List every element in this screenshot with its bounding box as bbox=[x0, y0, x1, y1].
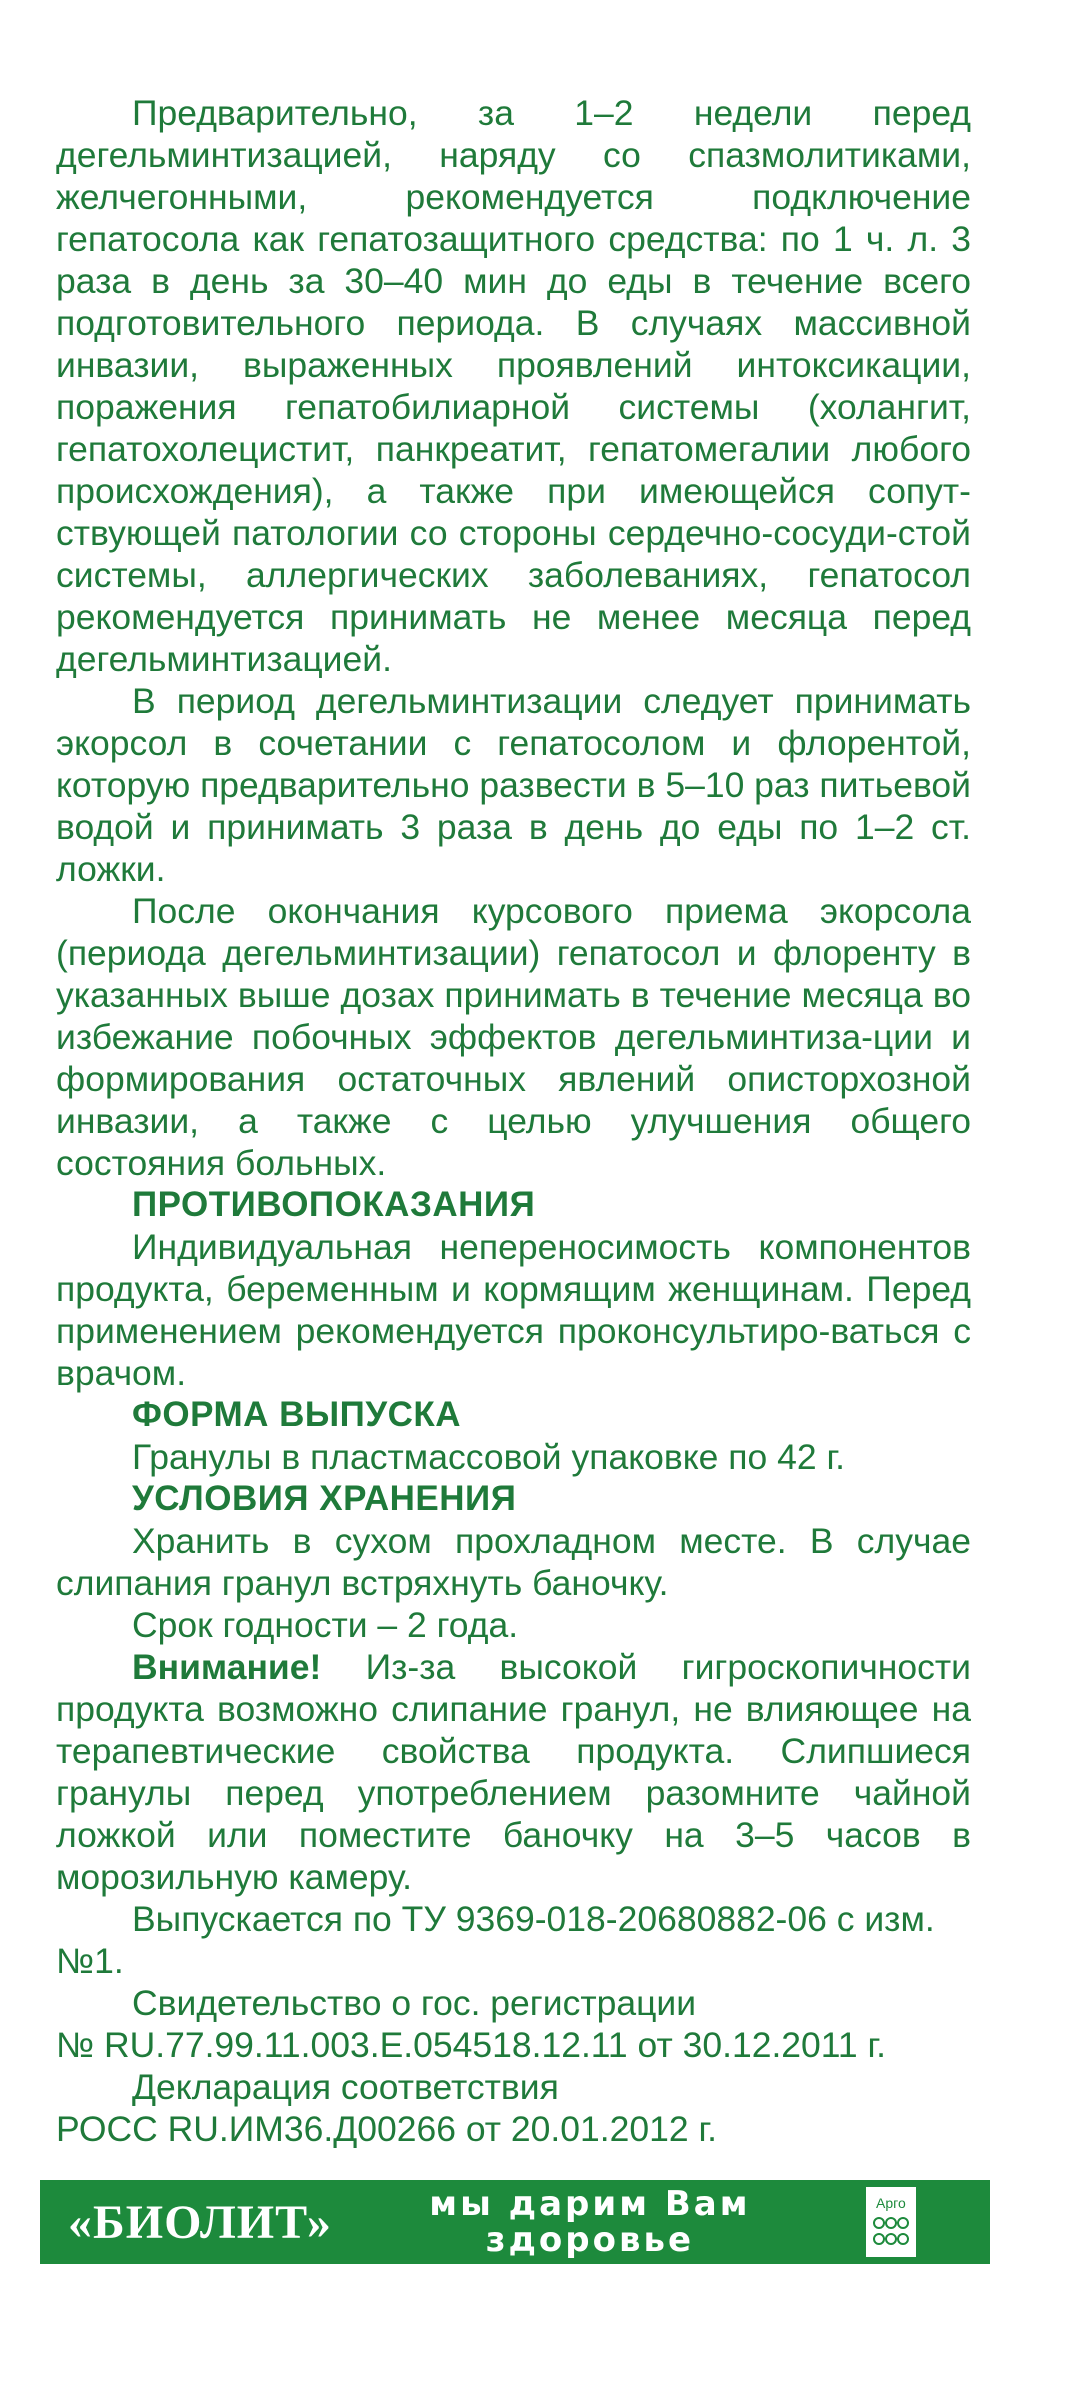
shelf-life-text: Срок годности – 2 года. bbox=[132, 1605, 519, 1645]
argo-wave-icon bbox=[872, 2215, 910, 2249]
release-form-text: Гранулы в пластмассовой упаковке по 42 г. bbox=[132, 1437, 845, 1477]
storage-heading: УСЛОВИЯ ХРАНЕНИЯ bbox=[132, 1479, 517, 1518]
certificate-label: Свидетельство о гос. регистрации bbox=[132, 1983, 697, 2023]
paragraph-dehelminthization: В период дегельминтизации следует принимать экорсол в сочетании с гепатосолом и флорентой, которую предварительно развести в 5–10 раз питьевой водой и принимать 3 раза в день до еды по 1–2 ст. ложки. bbox=[56, 681, 971, 889]
attention-text: Из-за высокой гигроскопичности продукта возможно слипание гранул, не влияющее на терапевтические свойства продукта. Слипшиеся гранулы перед употреблением разомните чайной ложкой или поместите баночку на 3–5 часов в морозильную камеру. bbox=[56, 1647, 971, 1897]
tu-line: Выпускается по ТУ 9369-018-20680882-06 с изм. №1. bbox=[56, 1899, 935, 1981]
argo-logo bbox=[864, 2185, 918, 2259]
storage-text: Хранить в сухом прохладном месте. В случае слипания гранул встряхнуть баночку. bbox=[56, 1521, 971, 1603]
certificate-number: № RU.77.99.11.003.Е.054518.12.11 от 30.12.2011 г. bbox=[56, 2025, 886, 2065]
slogan bbox=[360, 2186, 820, 2258]
argo-logo-text: Арго bbox=[876, 2195, 906, 2211]
attention-label: Внимание! bbox=[132, 1647, 322, 1687]
contraindications-heading: ПРОТИВОПОКАЗАНИЯ bbox=[132, 1185, 536, 1224]
paragraph-after-course: После окончания курсового приема экорсола (периода дегельминтизации) гепатосол и флоренту в указанных выше дозах принимать в течение месяца во избежание побочных эффектов дегельминтиза-ции и формирования остаточных явлений описторхозной инвазии, а также с целью улучшения общего состояния больных. bbox=[56, 891, 971, 1183]
declaration-label: Декларация соответствия bbox=[132, 2067, 559, 2107]
footer-band bbox=[40, 2180, 990, 2264]
contraindications-text: Индивидуальная непереносимость компонентов продукта, беременным и кормящим женщинам. Перед применением рекомендуется проконсультиро-ваться с врачом. bbox=[56, 1227, 971, 1393]
slogan-line-1: мы дарим Вам bbox=[429, 2184, 751, 2224]
brand-name: «БИОЛИТ» bbox=[68, 2195, 332, 2249]
declaration-number: РОСС RU.ИМ36.Д00266 от 20.01.2012 г. bbox=[56, 2109, 717, 2149]
document-body bbox=[56, 92, 971, 2150]
release-form-heading: ФОРМА ВЫПУСКА bbox=[132, 1395, 462, 1434]
paragraph-preparation: Предварительно, за 1–2 недели перед дегельминтизацией, наряду со спазмолитиками, желчегонными, рекомендуется подключение гепатосола как гепатозащитного средства: по 1 ч. л. 3 раза в день за 30–40 мин до еды в течение всего подготовительного периода. В случаях массивной инвазии, выраженных проявлений интоксикации, поражения гепатобилиарной системы (холангит, гепатохолецистит, панкреатит, гепатомегалии любого происхождения), а также при имеющейся сопут-ствующей патологии со стороны сердечно-сосуди-стой системы, аллергических заболеваниях, гепатосол рекомендуется принимать не менее месяца перед дегельминтизацией. bbox=[56, 93, 971, 679]
attention-paragraph bbox=[56, 1646, 971, 1898]
slogan-line-2: здоровье bbox=[485, 2220, 695, 2260]
